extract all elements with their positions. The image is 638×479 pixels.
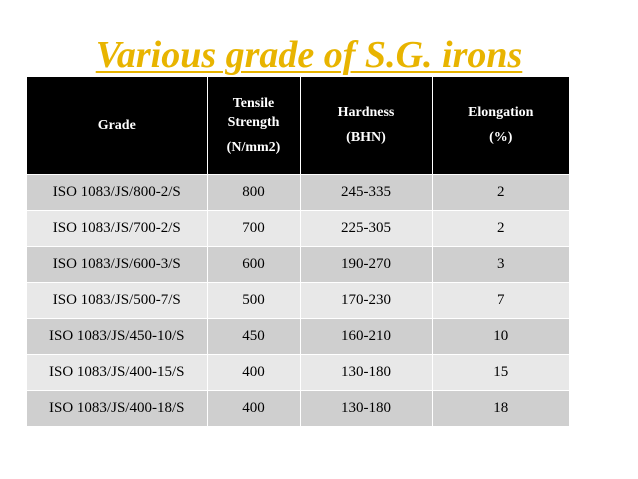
header-elongation [432,77,569,174]
header-tensile-line1: Tensile [232,95,275,111]
cell-elongation: 18 [432,390,569,426]
cell-hardness: 170-230 [300,282,432,318]
slide-title [0,30,618,80]
slide-title-text: Various grade of S.G. irons [95,34,523,76]
cell-grade: ISO 1083/JS/400-18/S [27,390,207,426]
header-elongation-label: Elongation [468,105,534,121]
table-row [27,390,569,426]
cell-grade: ISO 1083/JS/500-7/S [27,282,207,318]
header-hardness-label: Hardness [337,105,395,121]
table-header [27,77,569,174]
cell-hardness: 160-210 [300,318,432,354]
header-hardness [300,77,432,174]
grades-table [27,77,569,426]
cell-tensile: 500 [207,282,300,318]
cell-tensile: 400 [207,354,300,390]
cell-hardness: 130-180 [300,390,432,426]
cell-elongation: 10 [432,318,569,354]
header-tensile-line2: Strength [227,114,280,130]
cell-elongation: 2 [432,174,569,210]
header-tensile-strength [207,77,300,174]
cell-grade: ISO 1083/JS/700-2/S [27,210,207,246]
table-row [27,210,569,246]
cell-elongation: 2 [432,210,569,246]
header-grade [27,77,207,174]
cell-hardness: 225-305 [300,210,432,246]
cell-grade: ISO 1083/JS/400-15/S [27,354,207,390]
table-row [27,282,569,318]
cell-grade: ISO 1083/JS/600-3/S [27,246,207,282]
table-row [27,174,569,210]
table-body [27,174,569,426]
cell-grade: ISO 1083/JS/800-2/S [27,174,207,210]
cell-hardness: 130-180 [300,354,432,390]
table-row [27,354,569,390]
cell-hardness: 190-270 [300,246,432,282]
cell-tensile: 700 [207,210,300,246]
table-row [27,318,569,354]
cell-tensile: 600 [207,246,300,282]
cell-hardness: 245-335 [300,174,432,210]
cell-elongation: 7 [432,282,569,318]
cell-elongation: 3 [432,246,569,282]
cell-grade: ISO 1083/JS/450-10/S [27,318,207,354]
cell-tensile: 800 [207,174,300,210]
cell-tensile: 450 [207,318,300,354]
header-tensile-unit: (N/mm2) [226,139,281,155]
header-row [27,77,569,174]
header-grade-label: Grade [97,117,136,133]
table-row [27,246,569,282]
header-hardness-unit: (BHN) [346,130,386,146]
header-elongation-unit: (%) [489,130,513,146]
cell-elongation: 15 [432,354,569,390]
cell-tensile: 400 [207,390,300,426]
